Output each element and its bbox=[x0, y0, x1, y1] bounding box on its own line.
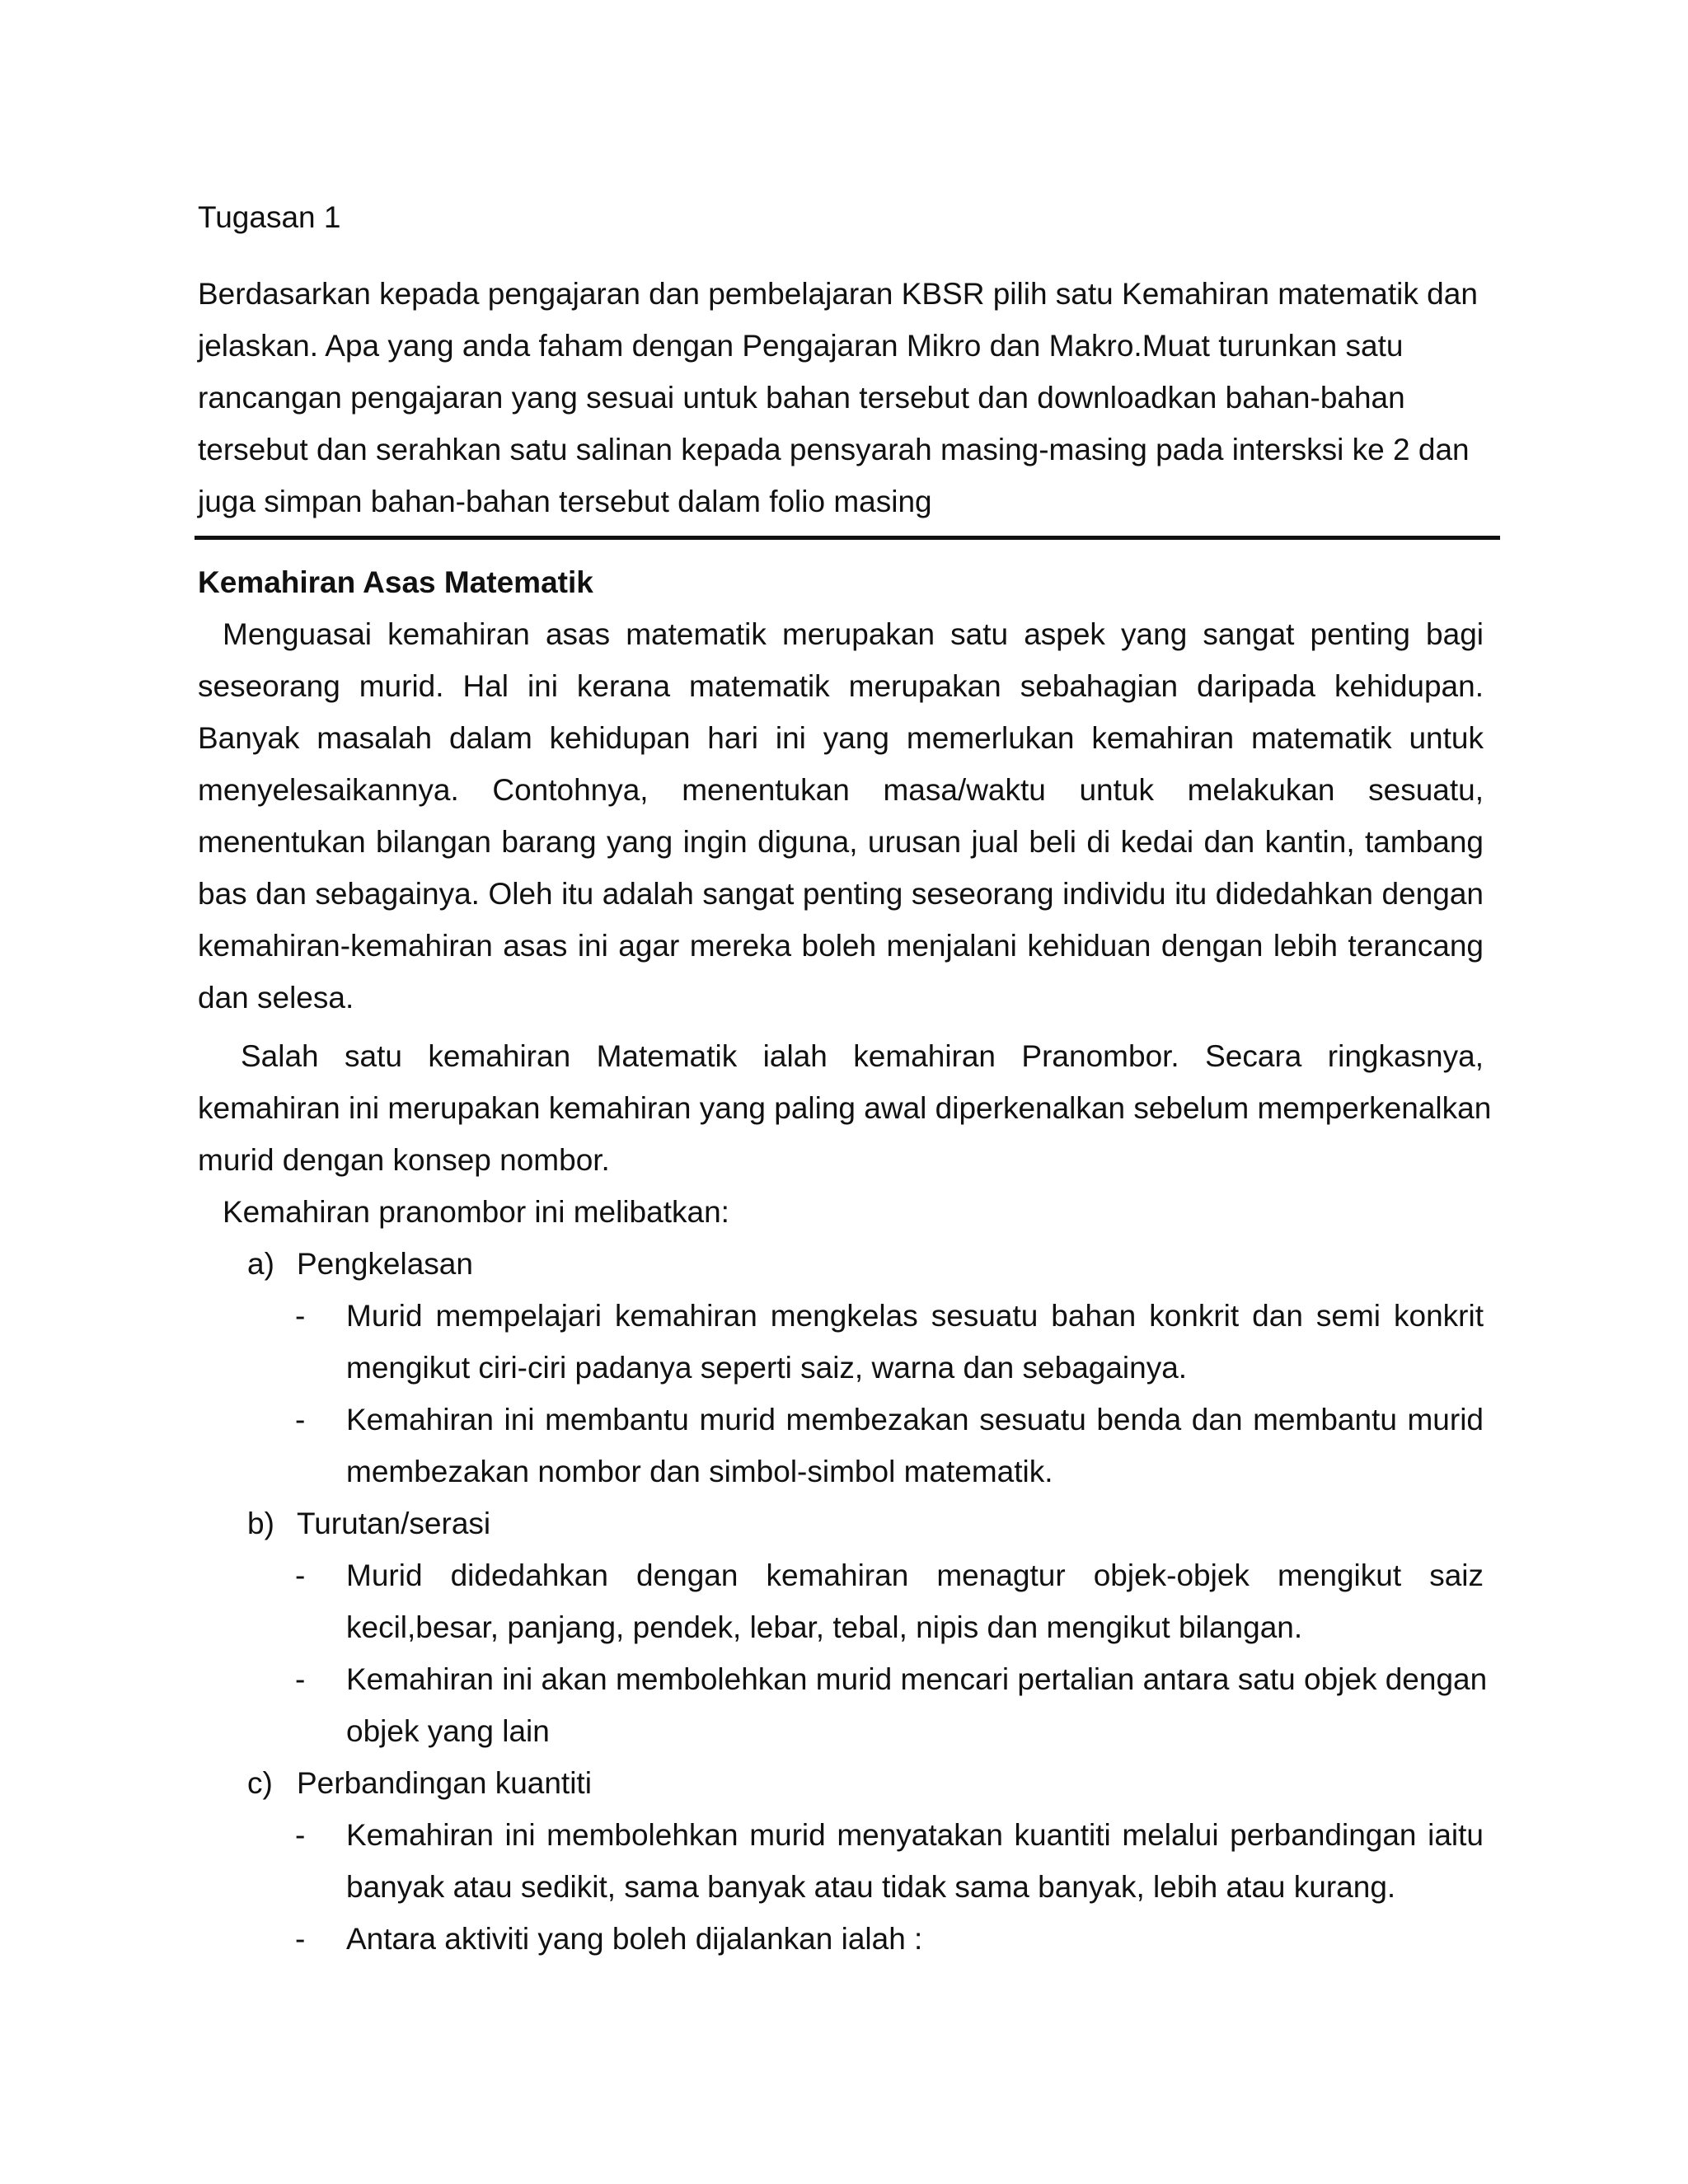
bullet-continuation: mengikut ciri-ciri padanya seperti saiz, warna dan sebagainya. bbox=[346, 1351, 1188, 1385]
paragraph-line: seseorang murid. Hal ini kerana matematik merupakan sebahagian daripada kehidupan. bbox=[198, 669, 1484, 703]
paragraph-line: kemahiran-kemahiran asas ini agar mereka boleh menjalani kehiduan dengan lebih terancang bbox=[198, 929, 1484, 963]
bullet-text: Kemahiran ini membantu murid membezakan sesuatu benda dan membantu murid bbox=[346, 1403, 1484, 1436]
paragraph-line: Banyak masalah dalam kehidupan hari ini yang memerlukan kemahiran matematik untuk bbox=[198, 721, 1484, 755]
list-item-letter: c) bbox=[247, 1766, 273, 1800]
list-item-heading bbox=[198, 1757, 1484, 1809]
dash-bullet: - bbox=[295, 1662, 306, 1696]
list-intro: Kemahiran pranombor ini melibatkan: bbox=[223, 1195, 729, 1229]
paragraph-line: Salah satu kemahiran Matematik ialah kemahiran Pranombor. Secara ringkasnya, bbox=[241, 1039, 1484, 1073]
task-line: Berdasarkan kepada pengajaran dan pembelajaran KBSR pilih satu Kemahiran matematik dan bbox=[198, 277, 1478, 311]
task-description bbox=[198, 268, 1484, 527]
list-item-pengkelasan bbox=[198, 1238, 1484, 1497]
dash-bullet: - bbox=[295, 1558, 306, 1592]
bullet-continuation: objek yang lain bbox=[346, 1714, 550, 1748]
page-content bbox=[198, 191, 1492, 1965]
section-heading: Kemahiran Asas Matematik bbox=[198, 565, 593, 599]
horizontal-divider bbox=[195, 536, 1500, 540]
paragraph-1 bbox=[198, 608, 1484, 1024]
task-line: juga simpan bahan-bahan tersebut dalam folio masing bbox=[198, 485, 932, 518]
list-item-perbandingan bbox=[198, 1757, 1484, 1965]
paragraph-line: kemahiran ini merupakan kemahiran yang paling awal diperkenalkan sebelum memperkenalkan bbox=[198, 1091, 1492, 1125]
list-item-letter: a) bbox=[247, 1247, 274, 1281]
paragraph-line: Menguasai kemahiran asas matematik merupakan satu aspek yang sangat penting bagi bbox=[223, 617, 1484, 651]
bullet-point bbox=[198, 1809, 1484, 1861]
bullet-text: Antara aktiviti yang boleh dijalankan ialah : bbox=[346, 1922, 923, 1956]
bullet-point bbox=[198, 1394, 1484, 1446]
list-item-label: Pengkelasan bbox=[297, 1247, 473, 1281]
list-item-turutan bbox=[198, 1497, 1488, 1757]
task-line: jelaskan. Apa yang anda faham dengan Pengajaran Mikro dan Makro.Muat turunkan satu bbox=[198, 329, 1404, 363]
list-item-heading bbox=[198, 1497, 1484, 1549]
task-title: Tugasan 1 bbox=[198, 200, 341, 234]
paragraph-line: menentukan bilangan barang yang ingin diguna, urusan jual beli di kedai dan kantin, tambang bbox=[198, 825, 1484, 859]
bullet-continuation: banyak atau sedikit, sama banyak atau tidak sama banyak, lebih atau kurang. bbox=[346, 1870, 1396, 1904]
list-item-letter: b) bbox=[247, 1507, 274, 1540]
dash-bullet: - bbox=[295, 1299, 306, 1333]
bullet-text: Murid didedahkan dengan kemahiran menagtur objek-objek mengikut saiz bbox=[346, 1558, 1484, 1592]
bullet-continuation: kecil,besar, panjang, pendek, lebar, tebal, nipis dan mengikut bilangan. bbox=[346, 1610, 1303, 1644]
paragraph-line: bas dan sebagainya. Oleh itu adalah sangat penting seseorang individu itu didedahkan dengan bbox=[198, 877, 1484, 911]
dash-bullet: - bbox=[295, 1922, 306, 1956]
bullet-text: Murid mempelajari kemahiran mengkelas sesuatu bahan konkrit dan semi konkrit bbox=[346, 1299, 1484, 1333]
task-line: tersebut dan serahkan satu salinan kepada pensyarah masing-masing pada intersksi ke 2 dan bbox=[198, 433, 1470, 466]
list-item-heading bbox=[198, 1238, 1484, 1290]
dash-bullet: - bbox=[295, 1818, 306, 1852]
bullet-continuation: membezakan nombor dan simbol-simbol matematik. bbox=[346, 1455, 1053, 1488]
paragraph-line: dan selesa. bbox=[198, 981, 354, 1015]
paragraph-line: menyelesaikannya. Contohnya, menentukan masa/waktu untuk melakukan sesuatu, bbox=[198, 773, 1484, 807]
list-item-label: Perbandingan kuantiti bbox=[297, 1766, 592, 1800]
bullet-text: Kemahiran ini membolehkan murid menyatakan kuantiti melalui perbandingan iaitu bbox=[346, 1818, 1484, 1852]
paragraph-2 bbox=[198, 1030, 1492, 1186]
task-line: rancangan pengajaran yang sesuai untuk bahan tersebut dan downloadkan bahan-bahan bbox=[198, 381, 1405, 415]
bullet-point bbox=[198, 1913, 1484, 1965]
bullet-point bbox=[198, 1549, 1484, 1601]
bullet-text: Kemahiran ini akan membolehkan murid mencari pertalian antara satu objek dengan bbox=[346, 1662, 1488, 1696]
list-item-label: Turutan/serasi bbox=[297, 1507, 491, 1540]
dash-bullet: - bbox=[295, 1403, 306, 1436]
paragraph-line: murid dengan konsep nombor. bbox=[198, 1143, 610, 1177]
bullet-point bbox=[198, 1290, 1484, 1342]
bullet-point bbox=[198, 1653, 1488, 1705]
